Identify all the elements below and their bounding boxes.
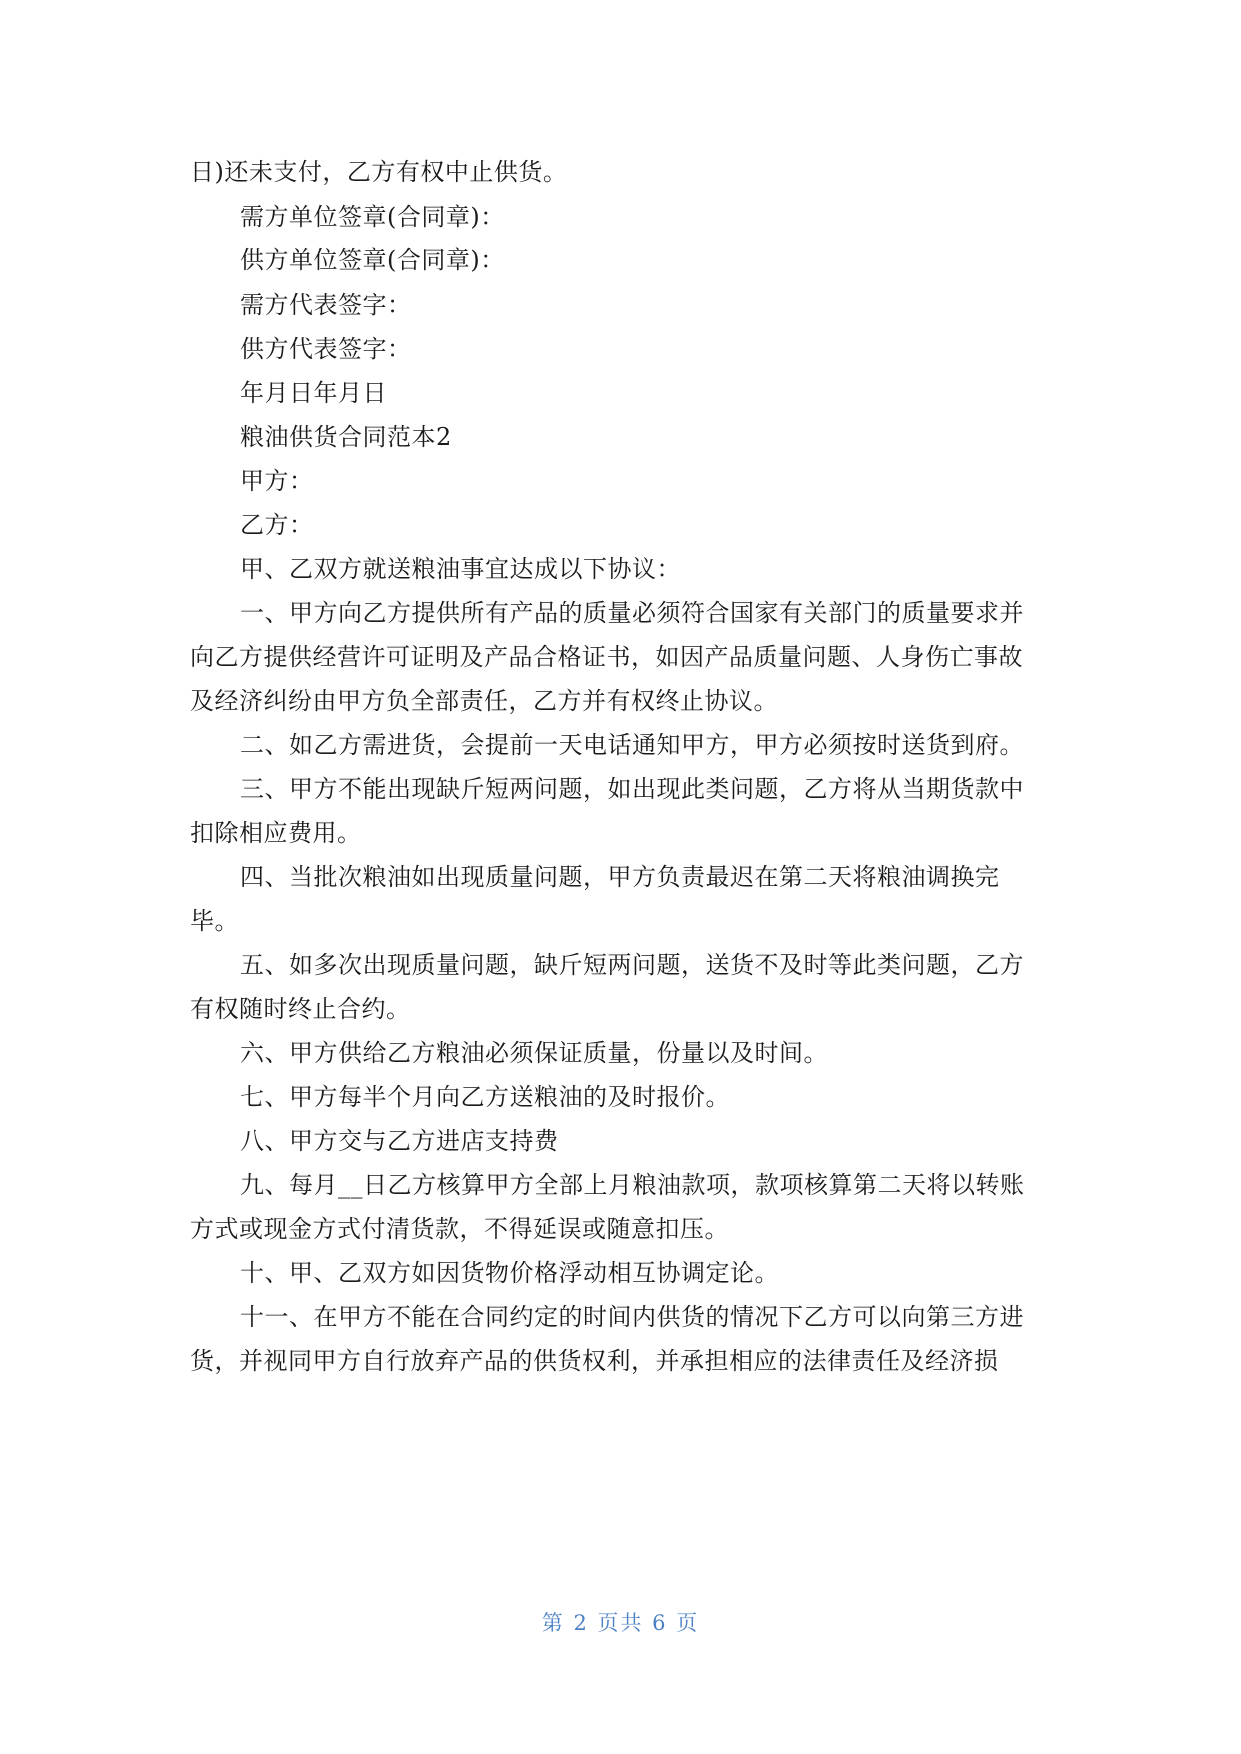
body-line: 四、当批次粮油如出现质量问题，甲方负责最迟在第二天将粮油调换完 xyxy=(240,863,1000,891)
body-line: 六、甲方供给乙方粮油必须保证质量，份量以及时间。 xyxy=(240,1039,828,1067)
body-line: 需方代表签字： xyxy=(240,291,412,319)
section-title: 粮油供货合同范本2 xyxy=(240,423,452,451)
body-line: 扣除相应费用。 xyxy=(190,819,362,847)
body-line: 九、每月__日乙方核算甲方全部上月粮油款项，款项核算第二天将以转账 xyxy=(240,1171,1025,1199)
body-line: 三、甲方不能出现缺斤短两问题，如出现此类问题，乙方将从当期货款中 xyxy=(240,775,1024,803)
body-line: 年月日年月日 xyxy=(240,379,387,407)
body-line: 十、甲、乙双方如因货物价格浮动相互协调定论。 xyxy=(240,1259,779,1287)
body-line: 方式或现金方式付清货款，不得延误或随意扣压。 xyxy=(190,1215,729,1243)
body-line: 向乙方提供经营许可证明及产品合格证书，如因产品质量问题、人身伤亡事故 xyxy=(190,643,1023,671)
body-line: 毕。 xyxy=(190,907,239,935)
body-line: 甲方： xyxy=(240,467,314,495)
body-line: 十一、在甲方不能在合同约定的时间内供货的情况下乙方可以向第三方进 xyxy=(240,1303,1024,1331)
body-line: 乙方： xyxy=(240,511,314,539)
body-line: 日)还未支付，乙方有权中止供货。 xyxy=(190,158,568,186)
body-line: 供方单位签章(合同章)： xyxy=(240,246,505,274)
body-line: 有权随时终止合约。 xyxy=(190,995,411,1023)
body-line: 及经济纠纷由甲方负全部责任，乙方并有权终止协议。 xyxy=(190,687,778,715)
body-line: 供方代表签字： xyxy=(240,335,412,363)
body-line: 货，并视同甲方自行放弃产品的供货权利，并承担相应的法律责任及经济损 xyxy=(190,1347,999,1375)
body-line: 一、甲方向乙方提供所有产品的质量必须符合国家有关部门的质量要求并 xyxy=(240,599,1024,627)
body-line: 八、甲方交与乙方进店支持费 xyxy=(240,1127,559,1155)
body-line: 需方单位签章(合同章)： xyxy=(240,203,505,231)
body-line: 七、甲方每半个月向乙方送粮油的及时报价。 xyxy=(240,1083,730,1111)
body-line: 甲、乙双方就送粮油事宜达成以下协议： xyxy=(240,555,681,583)
body-line: 五、如多次出现质量问题，缺斤短两问题，送货不及时等此类问题，乙方 xyxy=(240,951,1024,979)
body-line: 二、如乙方需进货，会提前一天电话通知甲方，甲方必须按时送货到府。 xyxy=(240,731,1024,759)
page-number-footer: 第 2 页共 6 页 xyxy=(541,1611,700,1635)
